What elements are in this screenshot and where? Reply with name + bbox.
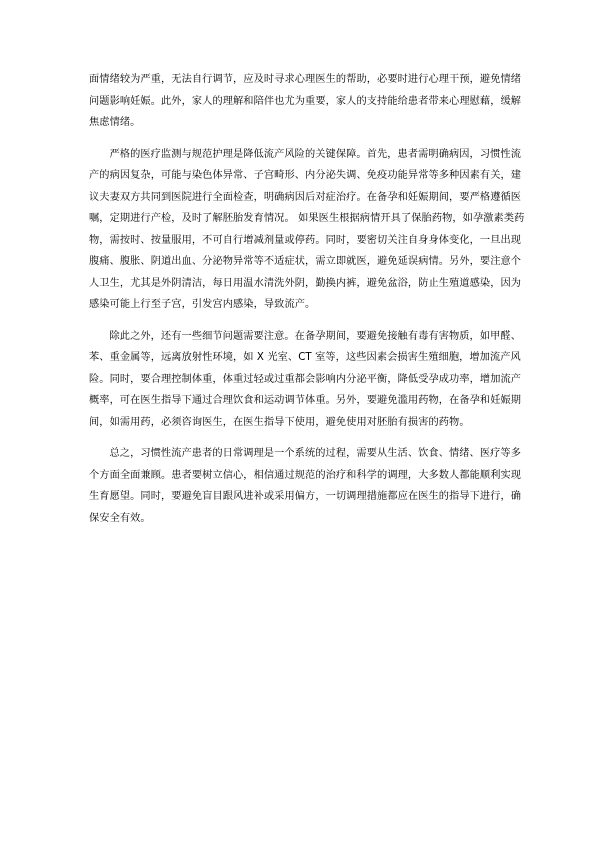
paragraph-summary: 总之，习惯性流产患者的日常调理是一个系统的过程，需要从生活、饮食、情绪、医疗等多个方面全面兼顾。患者要树立信心，相信通过规范的治疗和科学的调理，大多数人都能顺利实现生育愿望。同时，要避免盲目跟风进补或采用偏方，一切调理措施都应在医生的指导下进行，确保安全有效。 [89,448,522,524]
paragraph-medical-monitoring: 严格的医疗监测与规范护理是降低流产风险的关键保障。首先，患者需明确病因，习惯性流产的病因复杂，可能与染色体异常、子宫畸形、内分泌失调、免疫功能异常等多种因素有关，建议夫妻双方共同到医院进行全面检查，明确病因后对症治疗。在备孕和妊娠期间，要严格遵循医嘱，定期进行产检，及时了解胚胎发育情况。 如果医生根据病情开具了保胎药物，如孕激素类药物，需按时、按量服用，不可自行增减剂量或停药。同时，要密切关注自身身体变化，一旦出现腹痛、腹胀、阴道出血、分泌物异常等不适症状，需立即就医，避免延误病情。另外，要注意个人卫生，尤其是外阴清洁，每日用温水清洗外阴，勤换内裤，避免盆浴，防止生殖道感染，因为感染可能上行至子宫，引发宫内感染，导致流产。 [89,148,525,310]
paragraph-continuation: 面情绪较为严重，无法自行调节，应及时寻求心理医生的帮助，必要时进行心理干预，避免情绪问题影响妊娠。此外，家人的理解和陪伴也尤为重要，家人的支持能给患者带来心理慰藉，缓解焦虑情绪。 [89,74,522,128]
paragraph-detail-precautions: 除此之外，还有一些细节问题需要注意。在备孕期间，要避免接触有毒有害物质，如甲醛、苯、重金属等，远离放射性环境，如 X 光室、CT 室等，这些因素会损害生殖细胞，增加流产风险。同时，要合理控制体重，体重过轻或过重都会影响内分泌平衡，降低受孕成功率，增加流产概率，可在医生指导下通过合理饮食和运动调节体重。另外，要避免滥用药物，在备孕和妊娠期间，如需用药，必须咨询医生，在医生指导下使用，避免使用对胚胎有损害的药物。 [89,330,522,428]
document-body [89,69,529,539]
